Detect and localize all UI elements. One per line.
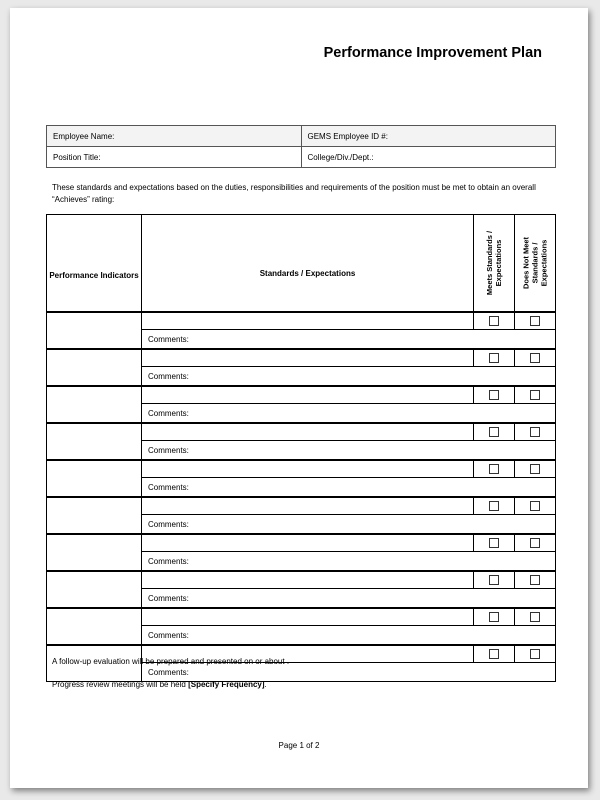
indicator-cell[interactable] [47,497,142,534]
meets-checkbox[interactable] [489,353,499,363]
meets-header-label: Meets Standards / Expectations [485,230,503,296]
not-meet-cell [515,645,556,663]
progress-suffix: . [264,680,267,689]
standard-cell[interactable] [142,497,474,515]
standard-cell[interactable] [142,608,474,626]
meets-checkbox[interactable] [489,427,499,437]
standard-cell[interactable] [142,534,474,552]
not-meet-checkbox[interactable] [530,612,540,622]
indicator-row [47,534,556,552]
not-meet-cell [515,349,556,367]
employee-info-table [46,125,556,168]
indicator-cell[interactable] [47,571,142,608]
not-meet-header [515,215,556,313]
followup-text: A follow-up evaluation will be prepared and presented on or about . [52,657,290,666]
indicator-row [47,349,556,367]
indicator-cell[interactable] [47,460,142,497]
progress-text [52,680,267,689]
meets-checkbox[interactable] [489,390,499,400]
not-meet-cell [515,423,556,441]
progress-prefix: Progress review meetings will be held [52,680,189,689]
not-meet-checkbox[interactable] [530,464,540,474]
page-number: Page 1 of 2 [278,741,320,750]
meets-cell [474,312,515,330]
comments-field[interactable]: Comments: [142,589,556,609]
indicator-cell[interactable] [47,423,142,460]
standard-cell[interactable] [142,386,474,404]
not-meet-cell [515,312,556,330]
not-meet-checkbox[interactable] [530,353,540,363]
meets-cell [474,571,515,589]
not-meet-checkbox[interactable] [530,538,540,548]
meets-checkbox[interactable] [489,316,499,326]
intro-text: These standards and expectations based on the duties, responsibilities and requirements of the position must be met to obtain an overall “Achieves” rating: [52,183,536,204]
employee-name-field[interactable]: Employee Name: [47,126,302,147]
frequency-placeholder[interactable]: [Specify Frequency] [188,680,265,689]
comments-field[interactable]: Comments: [142,626,556,646]
meets-cell [474,460,515,478]
indicator-row [47,571,556,589]
meets-checkbox[interactable] [489,649,499,659]
standard-cell[interactable] [142,349,474,367]
meets-checkbox[interactable] [489,464,499,474]
meets-cell [474,608,515,626]
indicator-row [47,497,556,515]
comments-field[interactable]: Comments: [142,330,556,350]
standard-cell[interactable] [142,460,474,478]
not-meet-checkbox[interactable] [530,501,540,511]
indicator-cell[interactable] [47,608,142,645]
indicator-row [47,312,556,330]
standards-header: Standards / Expectations [142,215,474,313]
not-meet-cell [515,460,556,478]
meets-cell [474,497,515,515]
not-meet-cell [515,534,556,552]
comments-field[interactable]: Comments: [142,441,556,461]
meets-checkbox[interactable] [489,612,499,622]
college-field[interactable]: College/Div./Dept.: [301,147,556,168]
not-meet-checkbox[interactable] [530,649,540,659]
comments-field[interactable]: Comments: [142,478,556,498]
comments-field[interactable]: Comments: [142,404,556,424]
comments-field[interactable]: Comments: [142,552,556,572]
indicator-row [47,386,556,404]
indicator-cell[interactable] [47,349,142,386]
comments-field[interactable]: Comments: [142,367,556,387]
indicator-row [47,423,556,441]
comments-field[interactable]: Comments: [142,663,556,682]
employee-id-field[interactable]: GEMS Employee ID #: [301,126,556,147]
meets-checkbox[interactable] [489,501,499,511]
position-title-field[interactable]: Position Title: [47,147,302,168]
indicator-cell[interactable] [47,312,142,349]
meets-cell [474,534,515,552]
not-meet-checkbox[interactable] [530,316,540,326]
not-meet-cell [515,571,556,589]
document-page [10,8,588,788]
not-meet-checkbox[interactable] [530,427,540,437]
meets-cell [474,349,515,367]
comments-field[interactable]: Comments: [142,515,556,535]
indicator-cell[interactable] [47,386,142,423]
standard-cell[interactable] [142,312,474,330]
not-meet-cell [515,497,556,515]
page-title: Performance Improvement Plan [323,45,542,61]
meets-checkbox[interactable] [489,575,499,585]
not-meet-checkbox[interactable] [530,575,540,585]
meets-cell [474,386,515,404]
performance-indicators-header: Performance Indicators [47,215,142,313]
meets-header [474,215,515,313]
standard-cell[interactable] [142,423,474,441]
standards-table [46,214,556,682]
not-meet-header-label: Does Not Meet Standards / Expectations [521,236,549,290]
indicator-row [47,608,556,626]
meets-cell [474,423,515,441]
not-meet-cell [515,386,556,404]
not-meet-checkbox[interactable] [530,390,540,400]
meets-cell [474,645,515,663]
indicator-row [47,460,556,478]
not-meet-cell [515,608,556,626]
standard-cell[interactable] [142,571,474,589]
meets-checkbox[interactable] [489,538,499,548]
indicator-cell[interactable] [47,534,142,571]
